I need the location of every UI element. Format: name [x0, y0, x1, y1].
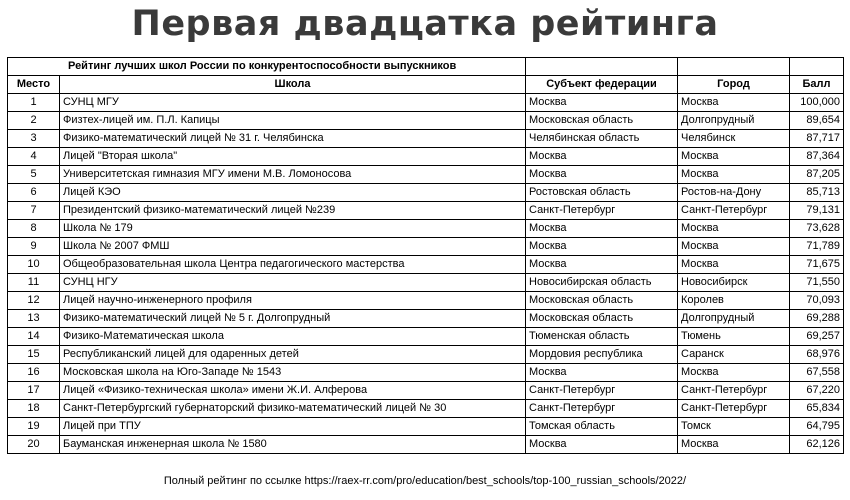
cell-region: Московская область [526, 112, 678, 130]
cell-city: Долгопрудный [678, 112, 790, 130]
table-row [8, 364, 844, 382]
cell-place: 15 [8, 346, 60, 364]
cell-school: Санкт-Петербургский губернаторский физико-математический лицей № 30 [60, 400, 526, 418]
cell-region: Санкт-Петербург [526, 382, 678, 400]
cell-region: Московская область [526, 292, 678, 310]
cell-region: Санкт-Петербург [526, 400, 678, 418]
cell-region: Санкт-Петербург [526, 202, 678, 220]
cell-place: 19 [8, 418, 60, 436]
cell-place: 11 [8, 274, 60, 292]
cell-place: 16 [8, 364, 60, 382]
table-row [8, 328, 844, 346]
cell-city: Томск [678, 418, 790, 436]
header-place: Место [8, 76, 60, 94]
cell-place: 4 [8, 148, 60, 166]
cell-city: Санкт-Петербург [678, 400, 790, 418]
cell-score: 71,789 [790, 238, 844, 256]
cell-place: 9 [8, 238, 60, 256]
cell-score: 71,675 [790, 256, 844, 274]
cell-region: Москва [526, 148, 678, 166]
caption-empty-cell [678, 58, 790, 76]
cell-score: 73,628 [790, 220, 844, 238]
cell-city: Москва [678, 364, 790, 382]
cell-place: 3 [8, 130, 60, 148]
cell-region: Тюменская область [526, 328, 678, 346]
cell-city: Москва [678, 166, 790, 184]
cell-school: Физико-Математическая школа [60, 328, 526, 346]
cell-place: 13 [8, 310, 60, 328]
rating-table [7, 57, 844, 454]
cell-school: СУНЦ МГУ [60, 94, 526, 112]
table-row [8, 166, 844, 184]
cell-school: СУНЦ НГУ [60, 274, 526, 292]
table-row [8, 238, 844, 256]
cell-place: 17 [8, 382, 60, 400]
table-row [8, 382, 844, 400]
cell-region: Москва [526, 238, 678, 256]
footer-link-note: Полный рейтинг по ссылке https://raex-rr.com/pro/education/best_schools/top-100_russian_schools/2022/ [163, 475, 687, 487]
cell-school: Лицей «Физико-техническая школа» имени Ж.И. Алферова [60, 382, 526, 400]
cell-place: 18 [8, 400, 60, 418]
table-row [8, 220, 844, 238]
page-title: Первая двадцатка рейтинга [131, 4, 719, 44]
cell-score: 87,717 [790, 130, 844, 148]
cell-place: 2 [8, 112, 60, 130]
cell-score: 71,550 [790, 274, 844, 292]
table-row [8, 400, 844, 418]
cell-school: Президентский физико-математический лицей №239 [60, 202, 526, 220]
cell-score: 68,976 [790, 346, 844, 364]
cell-region: Московская область [526, 310, 678, 328]
cell-region: Москва [526, 94, 678, 112]
table-row [8, 148, 844, 166]
table-row [8, 292, 844, 310]
table-header-row [8, 76, 844, 94]
table-row [8, 184, 844, 202]
table-row [8, 256, 844, 274]
cell-score: 87,364 [790, 148, 844, 166]
cell-city: Москва [678, 436, 790, 454]
cell-school: Университетская гимназия МГУ имени М.В. Ломоносова [60, 166, 526, 184]
cell-score: 64,795 [790, 418, 844, 436]
header-city: Город [678, 76, 790, 94]
cell-school: Лицей КЭО [60, 184, 526, 202]
cell-score: 89,654 [790, 112, 844, 130]
table-body [8, 94, 844, 454]
cell-score: 70,093 [790, 292, 844, 310]
cell-region: Москва [526, 436, 678, 454]
cell-school: Общеобразовательная школа Центра педагогического мастерства [60, 256, 526, 274]
table-row [8, 346, 844, 364]
cell-city: Королев [678, 292, 790, 310]
table-row [8, 130, 844, 148]
cell-city: Санкт-Петербург [678, 202, 790, 220]
header-region: Субъект федерации [526, 76, 678, 94]
header-score: Балл [790, 76, 844, 94]
cell-school: Лицей при ТПУ [60, 418, 526, 436]
cell-score: 85,713 [790, 184, 844, 202]
cell-city: Москва [678, 256, 790, 274]
cell-school: Физико-математический лицей № 31 г. Челябинска [60, 130, 526, 148]
cell-region: Москва [526, 256, 678, 274]
caption-empty-cell [526, 58, 678, 76]
cell-region: Москва [526, 166, 678, 184]
cell-region: Ростовская область [526, 184, 678, 202]
cell-place: 10 [8, 256, 60, 274]
cell-city: Санкт-Петербург [678, 382, 790, 400]
cell-score: 69,288 [790, 310, 844, 328]
table-row [8, 418, 844, 436]
cell-region: Челябинская область [526, 130, 678, 148]
table-row [8, 94, 844, 112]
cell-city: Долгопрудный [678, 310, 790, 328]
cell-region: Томская область [526, 418, 678, 436]
cell-score: 100,000 [790, 94, 844, 112]
caption-empty-cell [790, 58, 844, 76]
cell-city: Ростов-на-Дону [678, 184, 790, 202]
cell-score: 65,834 [790, 400, 844, 418]
cell-score: 67,220 [790, 382, 844, 400]
cell-city: Саранск [678, 346, 790, 364]
cell-school: Школа № 179 [60, 220, 526, 238]
table-caption-row [8, 58, 844, 76]
table-row [8, 436, 844, 454]
cell-score: 67,558 [790, 364, 844, 382]
header-school: Школа [60, 76, 526, 94]
table-row [8, 112, 844, 130]
cell-school: Физтех-лицей им. П.Л. Капицы [60, 112, 526, 130]
cell-place: 5 [8, 166, 60, 184]
cell-city: Москва [678, 238, 790, 256]
cell-place: 14 [8, 328, 60, 346]
cell-school: Физико-математический лицей № 5 г. Долгопрудный [60, 310, 526, 328]
cell-city: Москва [678, 94, 790, 112]
cell-place: 8 [8, 220, 60, 238]
table-row [8, 202, 844, 220]
cell-school: Лицей "Вторая школа" [60, 148, 526, 166]
cell-region: Мордовия республика [526, 346, 678, 364]
cell-school: Школа № 2007 ФМШ [60, 238, 526, 256]
cell-school: Бауманская инженерная школа № 1580 [60, 436, 526, 454]
cell-place: 7 [8, 202, 60, 220]
cell-city: Москва [678, 220, 790, 238]
table-caption: Рейтинг лучших школ России по конкурентоспособности выпускников [8, 58, 526, 76]
table-row [8, 310, 844, 328]
cell-school: Московская школа на Юго-Западе № 1543 [60, 364, 526, 382]
cell-school: Республиканский лицей для одаренных детей [60, 346, 526, 364]
cell-place: 1 [8, 94, 60, 112]
cell-score: 79,131 [790, 202, 844, 220]
cell-region: Новосибирская область [526, 274, 678, 292]
cell-school: Лицей научно-инженерного профиля [60, 292, 526, 310]
cell-city: Челябинск [678, 130, 790, 148]
cell-region: Москва [526, 220, 678, 238]
cell-city: Тюмень [678, 328, 790, 346]
cell-place: 20 [8, 436, 60, 454]
cell-place: 6 [8, 184, 60, 202]
cell-city: Москва [678, 148, 790, 166]
cell-place: 12 [8, 292, 60, 310]
cell-score: 69,257 [790, 328, 844, 346]
cell-region: Москва [526, 364, 678, 382]
cell-city: Новосибирск [678, 274, 790, 292]
cell-score: 87,205 [790, 166, 844, 184]
table-row [8, 274, 844, 292]
cell-score: 62,126 [790, 436, 844, 454]
